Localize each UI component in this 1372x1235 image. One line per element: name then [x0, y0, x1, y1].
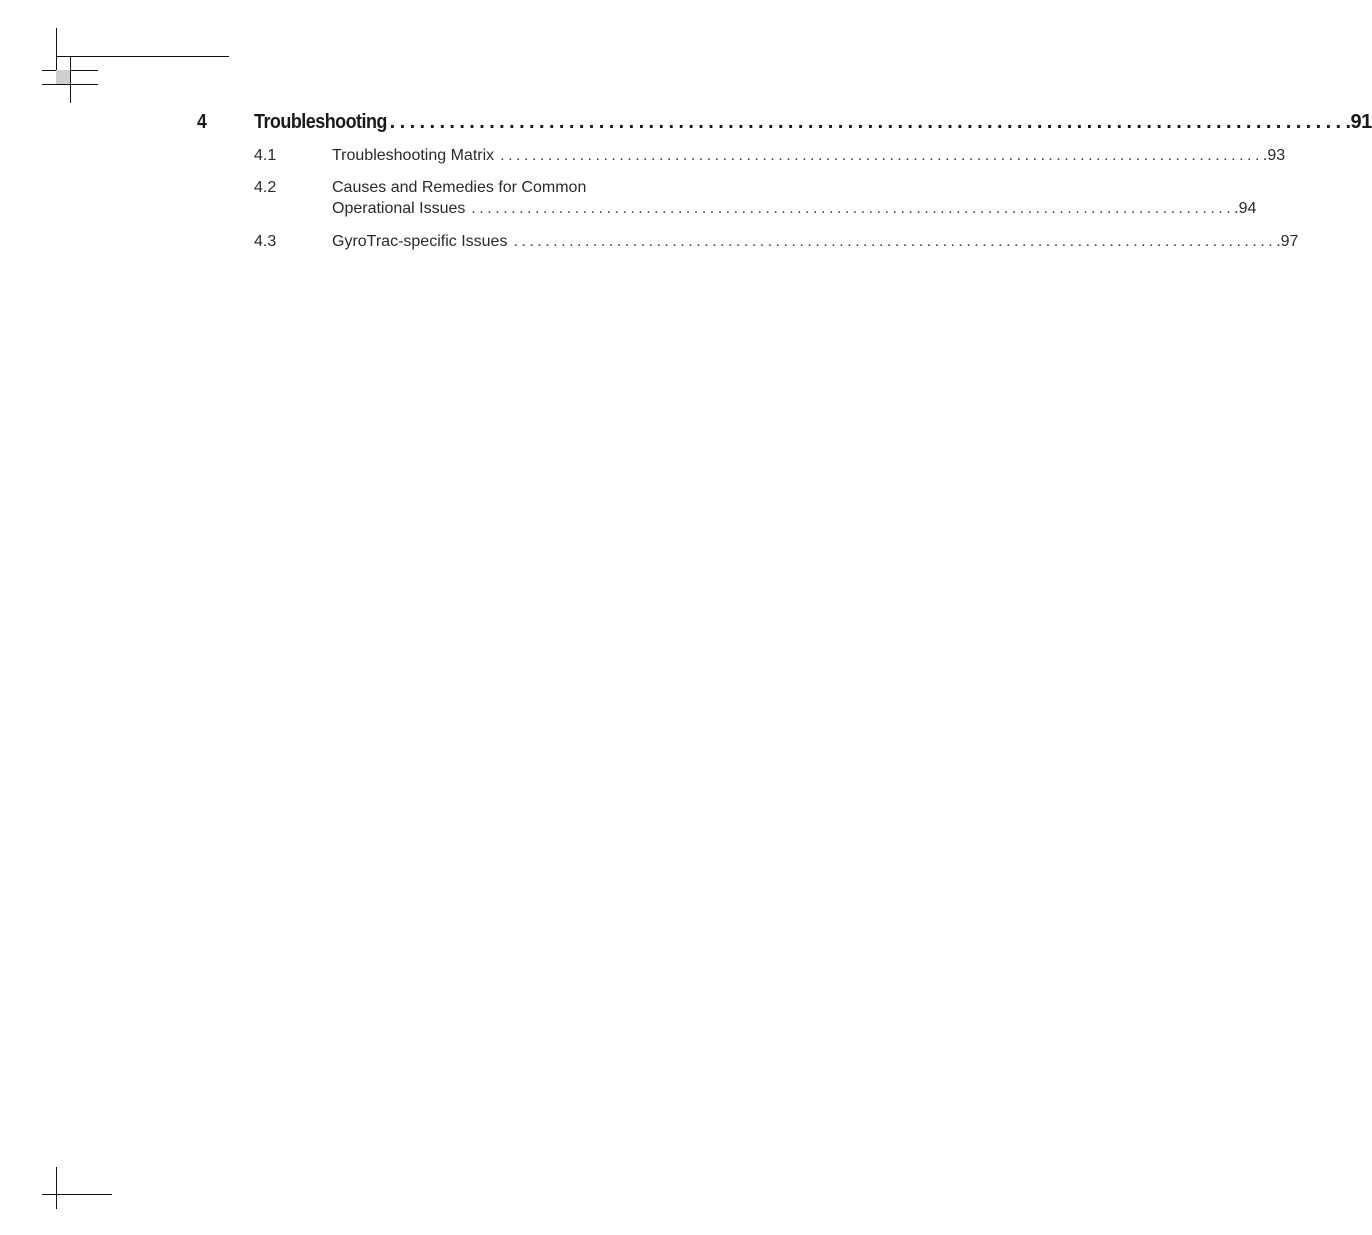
- entry-number: 4.3: [254, 233, 277, 250]
- entry-title-line1[interactable]: Causes and Remedies for Common: [332, 179, 587, 196]
- chapter-page-number: .91: [1345, 111, 1372, 133]
- entry-number: 4.2: [254, 179, 277, 196]
- chapter-leader-dots: ................................................................................................: [389, 111, 1346, 133]
- entry-leader-dots: ................................................................................................: [513, 233, 1277, 250]
- crop-mark-vertical-bottom: [56, 1167, 57, 1209]
- chapter-entry[interactable]: [254, 111, 1372, 134]
- toc-entry-troubleshooting-matrix[interactable]: [332, 147, 1286, 165]
- entry-page-number: .97: [1276, 233, 1299, 250]
- chapter-number: 4: [197, 111, 207, 133]
- crop-mark-horizontal-bottom: [42, 1194, 112, 1195]
- toc-entry-causes-and-remedies[interactable]: [332, 200, 1257, 218]
- registration-mark-vertical: [70, 56, 71, 103]
- registration-mark-horizontal: [42, 70, 98, 71]
- entry-leader-dots: ................................................................................................: [500, 147, 1263, 164]
- registration-box: [56, 70, 70, 84]
- entry-number: 4.1: [254, 147, 277, 164]
- chapter-title: Troubleshooting: [254, 111, 387, 133]
- entry-page-number: .93: [1262, 147, 1286, 164]
- entry-leader-dots: ................................................................................................: [471, 200, 1235, 217]
- crop-mark-horizontal-top: [56, 56, 229, 57]
- toc-entry-gyrotrac-specific-issues[interactable]: [332, 233, 1299, 251]
- entry-title-line2: Operational Issues: [332, 200, 466, 217]
- entry-title: GyroTrac-specific Issues: [332, 233, 508, 250]
- entry-title: Troubleshooting Matrix: [332, 147, 495, 164]
- entry-page-number: .94: [1234, 200, 1257, 217]
- registration-mark-horizontal-lower: [42, 84, 98, 85]
